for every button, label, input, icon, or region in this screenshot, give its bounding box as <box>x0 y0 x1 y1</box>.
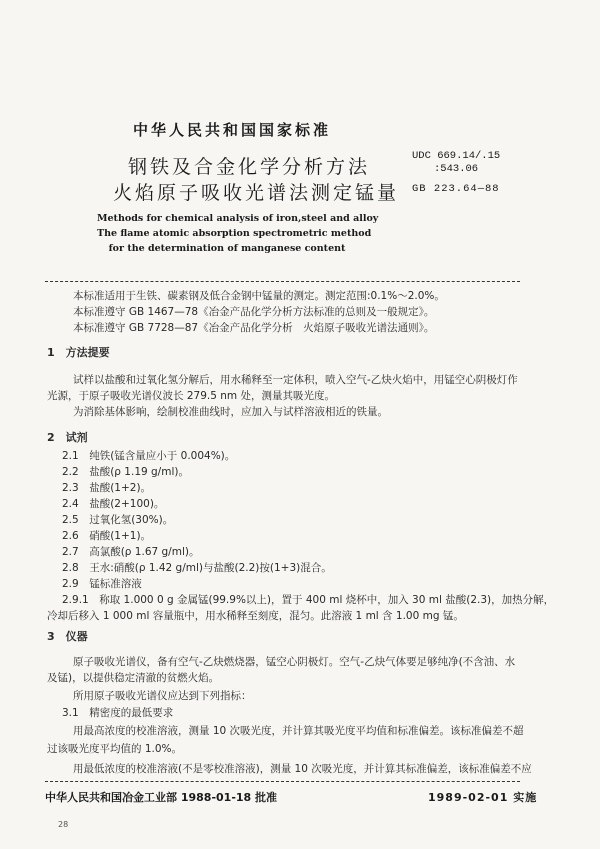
intro-line: 本标准遵守 GB 7728—87《冶金产品化学分析 火焰原子吸收光谱法通则》。 <box>73 322 435 334</box>
reagent-item: 2.8 王水:硝酸(ρ 1.42 g/ml)与盐酸(2.2)按(1+3)混合。 <box>62 562 332 574</box>
reagent-item: 2.1 纯铁(锰含量应小于 0.004%)。 <box>62 450 236 462</box>
reagent-item: 冷却后移入 1 000 ml 容量瓶中，用水稀释至刻度，混匀。此溶液 1 ml 含 1.00 mg 锰。 <box>47 610 464 622</box>
paragraph-line: 为消除基体影响，绘制校准曲线时，应加入与试样溶液相近的铁量。 <box>73 406 388 418</box>
paragraph-line: 所用原子吸收光谱仪应达到下列指标： <box>73 690 252 702</box>
udc-code: UDC 669.14/.15 <box>412 150 501 162</box>
paragraph-line: 及锰)，以提供稳定清澈的贫燃火焰。 <box>47 672 220 684</box>
reagent-item: 2.9.1 称取 1.000 0 g 金属锰(99.9%以上)，置于 400 ml 烧杯中，加入 30 ml 盐酸(2.3)，加热分解， <box>62 594 555 606</box>
intro-line: 本标准遵守 GB 1467—78《冶金产品化学分析方法标准的总则及一般规定》。 <box>73 306 435 318</box>
intro-line: 本标准适用于生铁、碳素钢及低合金钢中锰量的测定。测定范围:0.1%～2.0%。 <box>73 290 445 302</box>
footer-divider <box>45 781 520 782</box>
gb-number: GB 223.64—88 <box>412 183 500 195</box>
reagent-item: 2.2 盐酸(ρ 1.19 g/ml)。 <box>62 466 189 478</box>
reagent-item: 2.5 过氧化氢(30%)。 <box>62 514 174 526</box>
paragraph-line: 用最高浓度的校准溶液，测量 10 次吸光度，并计算其吸光度平均值和标准偏差。该标准偏差不超 <box>73 725 524 737</box>
section-1-heading: 1 方法提要 <box>47 346 110 359</box>
paragraph-line: 试样以盐酸和过氧化氢分解后，用水稀释至一定体积，喷入空气-乙炔火焰中，用锰空心阴极灯作 <box>73 374 518 386</box>
reagent-item: 2.9 锰标准溶液 <box>62 578 142 590</box>
paragraph-line: 光源，于原子吸收光谱仪波长 279.5 nm 处，测量其吸光度。 <box>47 390 335 402</box>
udc-code-cont: :543.06 <box>434 163 479 175</box>
standard-type: 中华人民共和国国家标准 <box>133 121 332 139</box>
section-2-heading: 2 试剂 <box>47 431 88 444</box>
title-en-line-3: for the determination of manganese content <box>108 243 346 254</box>
title-cn-line-1: 钢铁及合金化学分析方法 <box>128 156 371 178</box>
subsection-heading: 3.1 精密度的最低要求 <box>62 707 174 719</box>
paragraph-line: 原子吸收光谱仪，备有空气-乙炔燃烧器，锰空心阴极灯。空气-乙炔气体要足够纯净(不含油、水 <box>73 656 516 668</box>
paragraph-line: 用最低浓度的校准溶液(不是零校准溶液)，测量 10 次吸光度，并计算其标准偏差，该标准偏差不应 <box>73 763 532 775</box>
page-number: 28 <box>58 820 69 829</box>
title-en-line-1: Methods for chemical analysis of iron,steel and alloy <box>97 213 379 224</box>
header-divider <box>45 281 520 282</box>
reagent-item: 2.4 盐酸(2+100)。 <box>62 498 165 510</box>
title-cn-line-2: 火焰原子吸收光谱法测定锰量 <box>113 182 400 204</box>
title-en-line-2: The flame atomic absorption spectrometric method <box>97 228 372 239</box>
approval-info: 中华人民共和国冶金工业部 1988-01-18 批准 <box>45 791 278 804</box>
paragraph-line: 过该吸光度平均值的 1.0%。 <box>47 743 183 755</box>
reagent-item: 2.7 高氯酸(ρ 1.67 g/ml)。 <box>62 546 200 558</box>
reagent-item: 2.6 硝酸(1+1)。 <box>62 530 152 542</box>
reagent-item: 2.3 盐酸(1+2)。 <box>62 482 152 494</box>
effective-date: 1989-02-01 实施 <box>428 791 538 804</box>
section-3-heading: 3 仪器 <box>47 630 88 643</box>
